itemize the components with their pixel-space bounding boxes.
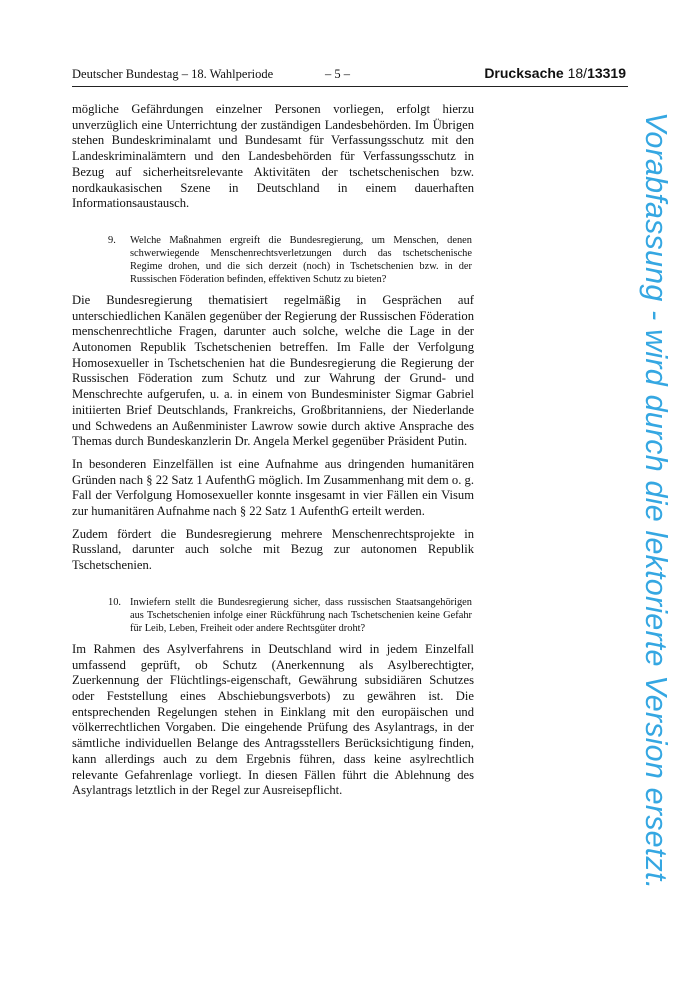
document-number-prefix: Drucksache (484, 65, 564, 81)
answer-paragraph: In besonderen Einzelfällen ist eine Aufnahme aus dringenden humanitären Gründen nach § 22 Satz 1 AufenthG möglich. Im Zusammenhang mit dem o. g. Fall der Verfolgung Homosexueller konnte insgesamt in vier Fällen ein Visum zur humanitären Aufnahme nach § 22 Satz 1 AufenthG erteilt werden. (72, 456, 474, 519)
document-body (72, 102, 474, 806)
document-number (484, 65, 626, 81)
question-text: Inwiefern stellt die Bundesregierung sicher, dass russischen Staatsangehörigen aus Tschetschenien infolge einer Rückführung nach Tschetschenien keine Gefahr für Leib, Leben, Freiheit oder andere Rechtsgüter droht? (130, 596, 472, 634)
page-number: – 5 – (325, 67, 350, 81)
question-text: Welche Maßnahmen ergreift die Bundesregierung, um Menschen, denen schwerwiegende Menschenrechtsverletzungen durch das tschetschenische Regime drohen, und die sich derzeit (noch) in Tschetschenien bzw. in der Russischen Föderation befinden, effektiven Schutz zu bieten? (130, 234, 472, 285)
answer-paragraph: Im Rahmen des Asylverfahrens in Deutschland wird in jedem Einzelfall umfassend geprüft, ob Schutz (Anerkennung als Asylberechtigter, Zuerkennung der Flüchtlings-eigenschaft, Gewährung subsidiären Schutzes oder Feststellung eines Abschiebungsverbots) zu gewähren ist. Die entsprechenden Regelungen stehen in Einklang mit den europäischen und völkerrechtlichen Vorgaben. Die eingehende Prüfung des Asylantrags, in der sämtliche individuellen Belange des Antragsstellers Berücksichtigung finden, kann allerdings auch zu dem Ergebnis führen, dass keine asylrechtlich relevante Gefahrenlage vorliegt. In diesen Fällen führt die Ablehnung des Asylantrags letztlich in der Regel zur Ausreisepflicht. (72, 641, 474, 798)
page-header (72, 66, 628, 87)
question-number: 9. (108, 234, 116, 246)
question-10 (72, 596, 474, 635)
header-parliament: Deutscher Bundestag – 18. Wahlperiode (72, 67, 274, 81)
document-number-period: 18/ (563, 65, 588, 81)
answer-paragraph: Zudem fördert die Bundesregierung mehrere Menschenrechtsprojekte in Russland, darunter auch solche mit Bezug zur autonomen Republik Tschetschenien. (72, 526, 474, 573)
document-number-id: 13319 (587, 65, 626, 81)
question-9 (72, 234, 474, 286)
draft-watermark: Vorabfassung - wird durch die lektorierte Version ersetzt. (639, 112, 673, 890)
answer-paragraph: mögliche Gefährdungen einzelner Personen vorliegen, erfolgt hierzu unverzüglich eine Unterrichtung der zuständigen Landesbehörden. Im Übrigen stehen Bundeskriminalamt und Bundesamt für Verfassungsschutz mit den Landeskriminalämtern und den Landesbehörden für Verfassungsschutz in Bezug auf sicherheitsrelevante Aktivitäten der tschetschenischen bzw. nordkaukasischen Szene in Deutschland in einem dauerhaften Informationsaustausch. (72, 102, 474, 211)
answer-paragraph: Die Bundesregierung thematisiert regelmäßig in Gesprächen auf unterschiedlichen Kanälen gegenüber der Regierung der Russischen Föderation menschenrechtliche Fragen, darunter auch solche, welche die Lage in der Autonomen Republik Tschetschenien betreffen. Im Falle der Verfolgung Homosexueller in Tschetschenien hat die Bundesregierung die Regierung der Russischen Föderation zum Schutz und zur Wahrung der Grund- und Menschrechte aufgerufen, u. a. in einem von Bundesminister Sigmar Gabriel initiierten Brief Deutschlands, Frankreichs, Großbritanniens, der Niederlande und Schwedens an Außenminister Lawrow sowie durch aktive Ansprache des Themas durch Bundeskanzlerin Dr. Angela Merkel gegenüber Präsident Putin. (72, 292, 474, 449)
question-number: 10. (108, 596, 121, 608)
